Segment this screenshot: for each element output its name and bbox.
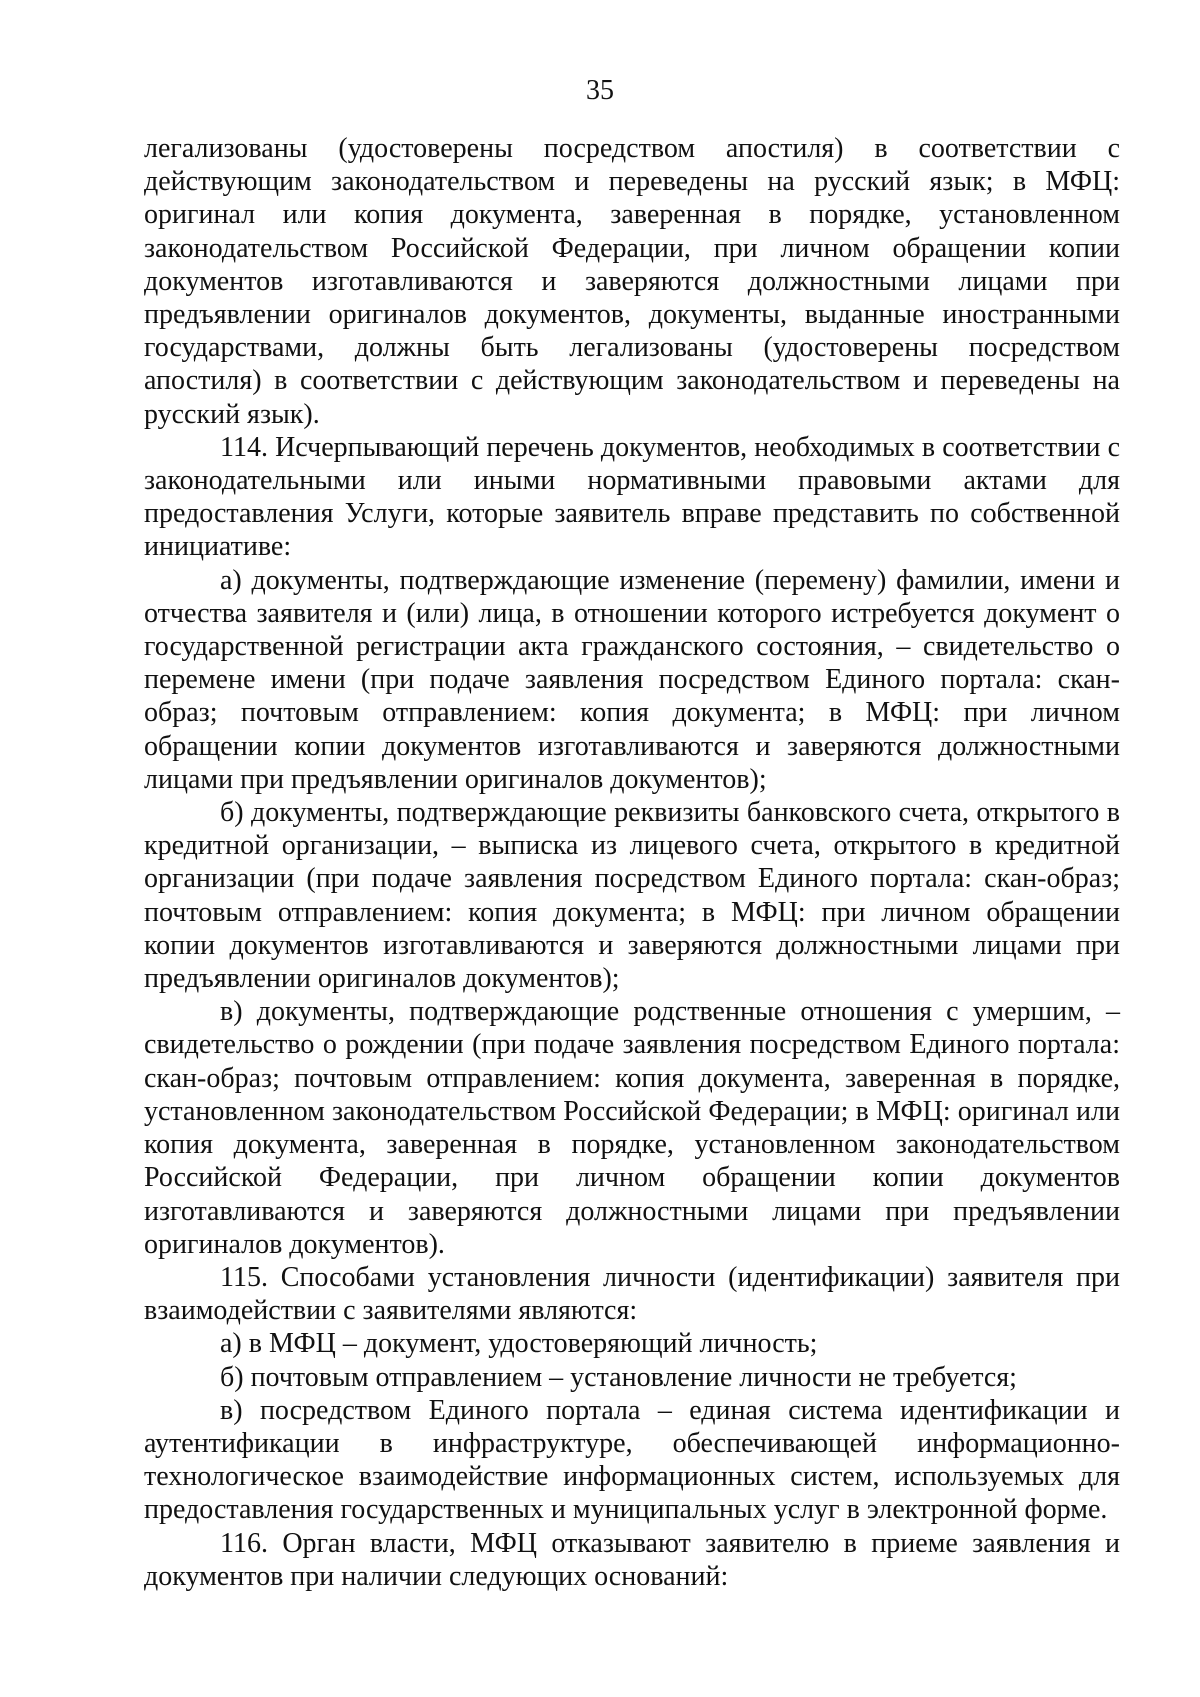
paragraph-114-a: а) документы, подтверждающие изменение (перемену) фамилии, имени и отчества заявителя и (или) лица, в отношении которого истребуется документ о государственной регистрации акта гражданского состояния, – свидетельство о перемене имени (при подаче заявления посредством Единого портала: скан-образ; почтовым отправлением: копия документа; в МФЦ: при личном обращении копии документов изготавливаются и заверяются должностными лицами при предъявлении оригиналов документов); bbox=[144, 564, 1120, 795]
document-body bbox=[144, 132, 1120, 1593]
paragraph-115: 115. Способами установления личности (идентификации) заявителя при взаимодействии с заявителями являются: bbox=[144, 1261, 1120, 1327]
paragraph-114-b: б) документы, подтверждающие реквизиты банковского счета, открытого в кредитной организации, – выписка из лицевого счета, открытого в кредитной организации (при подаче заявления посредством Единого портала: скан-образ; почтовым отправлением: копия документа; в МФЦ: при личном обращении копии документов изготавливаются и заверяются должностными лицами при предъявлении оригиналов документов); bbox=[144, 797, 1120, 995]
paragraph-114-v: в) документы, подтверждающие родственные отношения с умершим, – свидетельство о рождении (при подаче заявления посредством Единого портала: скан-образ; почтовым отправлением: копия документа, заверенная в порядке, установленном законодательством Российской Федерации; в МФЦ: оригинал или копия документа, заверенная в порядке, установленном законодательством Российской Федерации, при личном обращении копии документов изготавливаются и заверяются должностными лицами при предъявлении оригиналов документов). bbox=[144, 996, 1120, 1260]
paragraph-115-b: б) почтовым отправлением – установление личности не требуется; bbox=[220, 1361, 1017, 1393]
paragraph-continuation: легализованы (удостоверены посредством апостиля) в соответствии с действующим законодательством и переведены на русский язык; в МФЦ: оригинал или копия документа, заверенная в порядке, установленном законодательством Российской Федерации, при личном обращении копии документов изготавливаются и заверяются должностными лицами при предъявлении оригиналов документов, документы, выданные иностранными государствами, должны быть легализованы (удостоверены посредством апостиля) в соответствии с действующим законодательством и переведены на русский язык). bbox=[144, 133, 1120, 430]
paragraph-115-a: а) в МФЦ – документ, удостоверяющий личность; bbox=[220, 1328, 818, 1360]
paragraph-114: 114. Исчерпывающий перечень документов, необходимых в соответствии с законодательными или иными нормативными правовыми актами для предоставления Услуги, которые заявитель вправе представить по собственной инициативе: bbox=[144, 431, 1120, 563]
paragraph-116: 116. Орган власти, МФЦ отказывают заявителю в приеме заявления и документов при наличии следующих оснований: bbox=[144, 1527, 1120, 1592]
page-number: 35 bbox=[586, 75, 614, 106]
paragraph-115-v: в) посредством Единого портала – единая система идентификации и аутентификации в инфраструктуре, обеспечивающей информационно-технологическое взаимодействие информационных систем, используемых для предоставления государственных и муниципальных услуг в электронной форме. bbox=[144, 1394, 1120, 1526]
